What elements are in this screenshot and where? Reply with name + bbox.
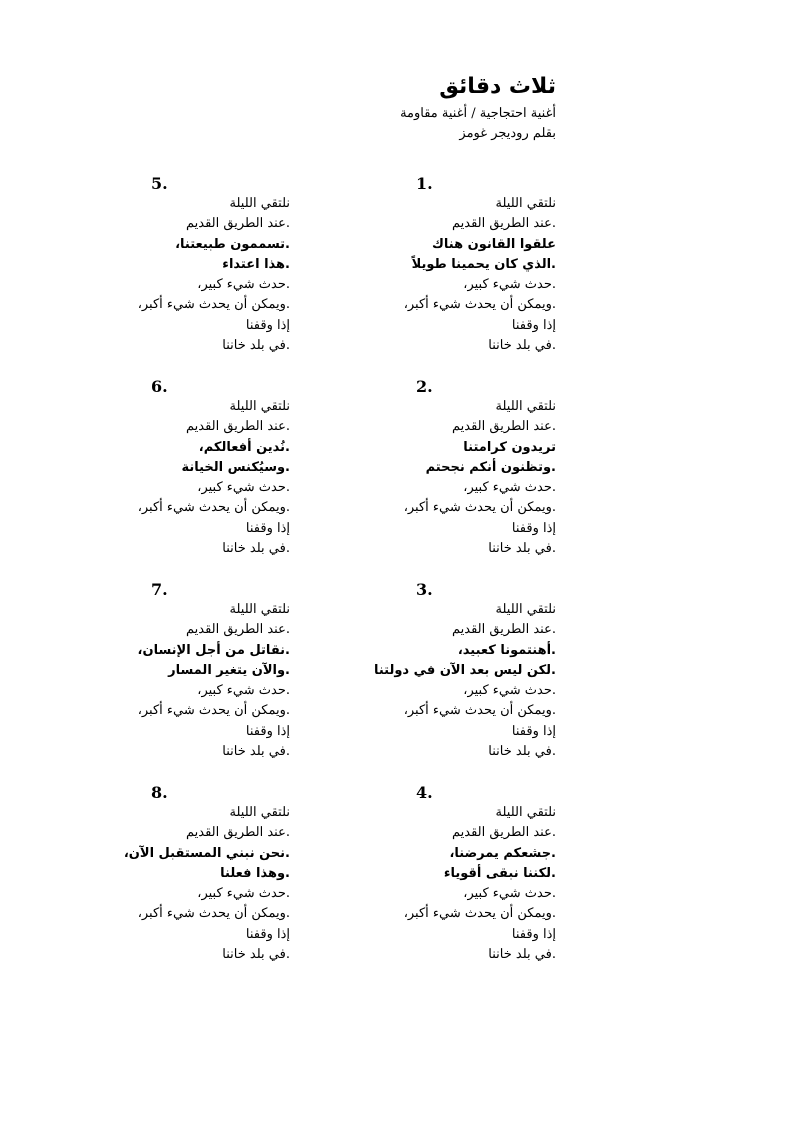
stanza-number: 2. [416, 377, 433, 396]
stanza-refrain-line: نلتقي الليلة [229, 602, 290, 617]
stanza-verse-line: .وهذا فعلنا [220, 865, 290, 881]
stanza-refrain-line: .حدث شيء كبير، [197, 277, 290, 293]
stanza-refrain-line: .عند الطريق القديم [451, 216, 556, 232]
stanza-refrain-line: .عند الطريق القديم [185, 419, 290, 435]
stanza-number: 1. [416, 174, 433, 193]
stanza-number: 5. [151, 174, 168, 193]
stanza-lines [0, 397, 290, 559]
stanza-1 [256, 174, 556, 364]
stanza-refrain-line: .ويمكن أن يحدث شيء أكبر، [403, 703, 556, 719]
stanza-refrain-line: نلتقي الليلة [229, 196, 290, 211]
stanza-refrain-line: إذا وقفنا [511, 926, 556, 942]
stanza-verse-line: .نُدين أفعالكم، [198, 439, 290, 455]
stanza-verse-line: .نقاتل من أجل الإنسان، [137, 642, 290, 658]
stanza-verse-line: .وتظنون أنكم نجحتم [425, 459, 556, 475]
stanza-verse-line: .وسيُكنس الخيانة [181, 459, 290, 475]
stanza-refrain-line: .ويمكن أن يحدث شيء أكبر، [137, 500, 290, 516]
stanza-refrain-line: .عند الطريق القديم [451, 622, 556, 638]
stanza-refrain-line: .في بلد خاننا [488, 744, 556, 760]
stanza-refrain-line: .ويمكن أن يحدث شيء أكبر، [137, 703, 290, 719]
stanza-refrain-line: .ويمكن أن يحدث شيء أكبر، [403, 500, 556, 516]
stanza-refrain-line: .في بلد خاننا [488, 338, 556, 354]
stanza-refrain-line: .في بلد خاننا [488, 541, 556, 557]
stanza-refrain-line: إذا وقفنا [245, 520, 290, 536]
stanza-2 [256, 377, 556, 567]
stanza-verse-line: .تسممون طبيعتنا، [175, 236, 290, 252]
stanza-verse-line: علقوا القانون هناك [431, 236, 556, 252]
stanza-refrain-line: نلتقي الليلة [495, 196, 556, 211]
stanza-refrain-line: .عند الطريق القديم [451, 825, 556, 841]
stanza-refrain-line: .ويمكن أن يحدث شيء أكبر، [137, 906, 290, 922]
stanza-number: 3. [416, 580, 433, 599]
stanza-refrain-line: .في بلد خاننا [222, 947, 290, 963]
stanza-6 [0, 377, 290, 567]
stanza-refrain-line: .حدث شيء كبير، [463, 683, 556, 699]
stanza-4 [256, 783, 556, 973]
stanza-verse-line: .جشعكم يمرضنا، [449, 845, 556, 861]
stanza-refrain-line: .عند الطريق القديم [185, 622, 290, 638]
stanza-7 [0, 580, 290, 770]
stanza-refrain-line: .ويمكن أن يحدث شيء أكبر، [403, 906, 556, 922]
stanza-refrain-line: .حدث شيء كبير، [197, 480, 290, 496]
stanza-number: 7. [151, 580, 168, 599]
stanza-refrain-line: إذا وقفنا [511, 520, 556, 536]
stanza-lines [0, 194, 290, 356]
song-subtitle: أغنية احتجاجية / أغنية مقاومة [400, 106, 556, 121]
stanza-refrain-line: .عند الطريق القديم [185, 825, 290, 841]
stanza-refrain-line: نلتقي الليلة [495, 399, 556, 414]
stanza-3 [256, 580, 556, 770]
stanza-refrain-line: .في بلد خاننا [222, 338, 290, 354]
stanza-number: 8. [151, 783, 168, 802]
stanza-refrain-line: .حدث شيء كبير، [197, 683, 290, 699]
song-title: ثلاث دقائق [439, 74, 556, 99]
stanza-lines [256, 600, 556, 762]
document-header [300, 70, 556, 144]
stanza-refrain-line: .ويمكن أن يحدث شيء أكبر، [403, 297, 556, 313]
stanza-5 [0, 174, 290, 364]
stanza-refrain-line: .عند الطريق القديم [451, 419, 556, 435]
stanza-refrain-line: .في بلد خاننا [222, 541, 290, 557]
stanza-refrain-line: .حدث شيء كبير، [463, 886, 556, 902]
stanza-refrain-line: .حدث شيء كبير، [463, 480, 556, 496]
stanza-number: 4. [416, 783, 433, 802]
song-author: بقلم روديجر غومز [459, 126, 556, 141]
stanza-verse-line: .لكن ليس بعد الآن في دولتنا [373, 662, 556, 678]
stanza-refrain-line: .ويمكن أن يحدث شيء أكبر، [137, 297, 290, 313]
stanza-verse-line: .لكننا نبقى أقوياء [443, 865, 556, 881]
stanza-verse-line: .أهنتمونا كعبيد، [457, 642, 556, 658]
stanza-verse-line: .الذي كان يحمينا طويلاً [411, 256, 556, 272]
stanza-refrain-line: نلتقي الليلة [229, 399, 290, 414]
stanza-verse-line: .نحن نبني المستقبل الآن، [123, 845, 290, 861]
stanza-lines [256, 803, 556, 965]
stanza-lines [0, 600, 290, 762]
stanza-refrain-line: إذا وقفنا [245, 723, 290, 739]
stanza-refrain-line: إذا وقفنا [245, 926, 290, 942]
stanza-refrain-line: إذا وقفنا [245, 317, 290, 333]
stanza-lines [256, 194, 556, 356]
stanza-refrain-line: .عند الطريق القديم [185, 216, 290, 232]
stanza-refrain-line: نلتقي الليلة [229, 805, 290, 820]
stanza-refrain-line: .حدث شيء كبير، [463, 277, 556, 293]
stanza-refrain-line: .في بلد خاننا [488, 947, 556, 963]
stanza-8 [0, 783, 290, 973]
stanza-refrain-line: إذا وقفنا [511, 317, 556, 333]
stanza-lines [256, 397, 556, 559]
stanza-refrain-line: نلتقي الليلة [495, 602, 556, 617]
stanza-refrain-line: .في بلد خاننا [222, 744, 290, 760]
stanza-refrain-line: إذا وقفنا [511, 723, 556, 739]
stanza-verse-line: .والآن يتغير المسار [168, 662, 290, 678]
stanza-refrain-line: نلتقي الليلة [495, 805, 556, 820]
stanza-refrain-line: .حدث شيء كبير، [197, 886, 290, 902]
stanza-lines [0, 803, 290, 965]
stanza-verse-line: .هذا اعتداء [222, 256, 290, 272]
stanza-number: 6. [151, 377, 168, 396]
stanza-verse-line: تريدون كرامتنا [463, 439, 556, 455]
